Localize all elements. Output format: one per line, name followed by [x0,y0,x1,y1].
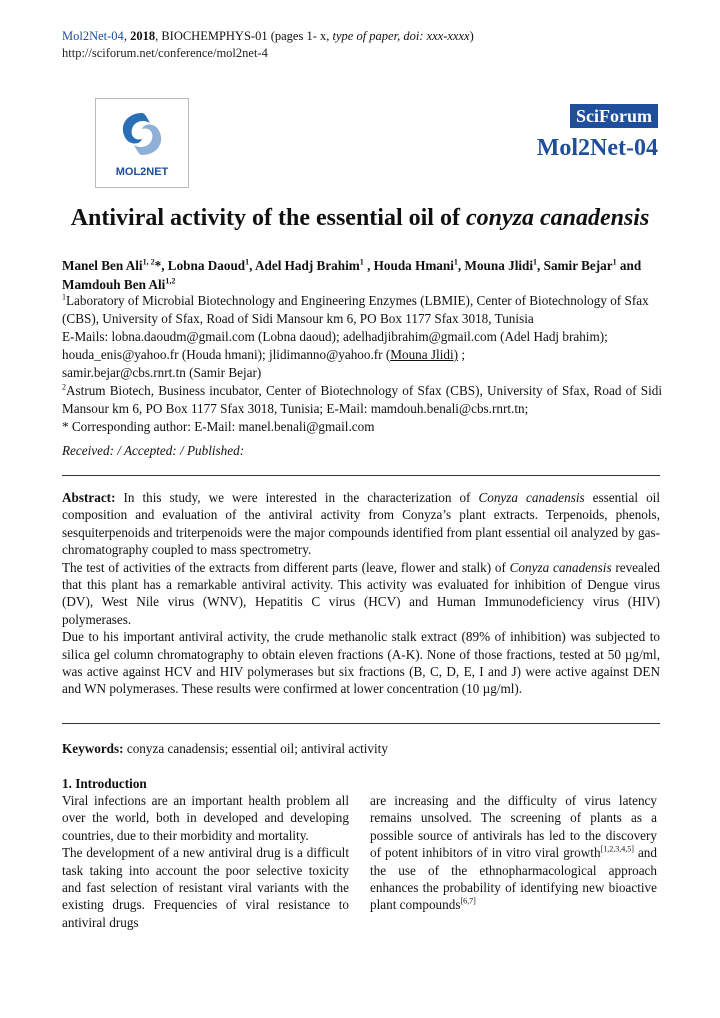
keywords-label: Keywords: [62,741,124,756]
running-header [62,28,474,62]
mol2net-swirl-logo-icon [96,99,188,187]
abstract-paragraph-2: The test of activities of the extracts from different parts (leave, flower and stalk) of Conyza canadensis revealed that this plant has a remarkable antiviral activity. This activity was evaluated for inhibition of Dengue virus (DV), West Nile virus (WNV), Hepatitis C virus (HCV) and Human Immunodeficiency virus (HIV) polymerases. [62,559,660,627]
intro-paragraph-2: The development of a new antiviral drug is a difficult task taking into account the poor selective toxicity and fast selection of resistant viral variants with the existing drugs. Frequencies of viral resistance to antiviral drugs [62,845,349,930]
keywords: Keywords: conyza canadensis; essential oil; antiviral activity [62,741,388,756]
paper-title: Antiviral activity of the essential oil of conyza canadensis [70,205,650,231]
author-emails: E-Mails: lobna.daoudm@gmail.com (Lobna daoud); adelhadjibrahim@gmail.com (Adel Hadj brahim); houda_enis@yahoo.fr (Houda hmani); jlidimanno@yahoo.fr (Mouna Jlidi) ; [62,329,608,362]
abstract [62,489,660,698]
conference-url[interactable]: http://sciforum.net/conference/mol2net-4 [62,46,268,60]
citation-line: Mol2Net-04, 2018, BIOCHEMPHYS-01 (pages 1- x, type of paper, doi: xxx-xxxx) [62,29,474,43]
publication-dates: Received: / Accepted: / Published: [62,443,245,458]
mol2net-logo [95,98,189,188]
abstract-top-divider [62,475,660,476]
conference-name: Mol2Net-04 [536,135,658,161]
author-list: Manel Ben Ali$^{1, 2}$*, Lobna Daoud$^1$, Adel Hadj Brahim$^1$ , Houda Hmani$^1$, Mouna Jlidi$^1$, Samir Bejar$^1$ and Mamdouh Ben Ali$^{1,2}$ [62,257,642,292]
affiliation-1: $^1$Laboratory of Microbial Biotechnology and Engineering Enzymes (LBMIE), Center of Biotechnology of Sfax (CBS), University of Sfax, Road of Sidi Mansour km 6, PO Box 1177 Sfax 3018, Tunisia [62,292,649,326]
affiliations [62,292,662,436]
sciforum-badge: SciForum [570,104,658,128]
citation-ref[interactable]: [1,2,3,4,5] [600,844,634,854]
logo-text: MOL2NET [115,166,169,178]
journal-meta: , BIOCHEMPHYS-01 (pages 1- x, [155,29,333,43]
abstract-bottom-divider [62,723,660,724]
author-email-bejar: samir.bejar@cbs.rnrt.tn (Samir Bejar) [62,365,262,380]
title-species: conyza canadensis [465,205,650,231]
introduction-right-column [370,792,657,914]
intro-paragraph-3: are increasing and the difficulty of virus latency remains unsolved. The screening of plants as a possible source of antivirals has led to the discovery of potent inhibitors of in vitro viral growth[1,2,3,4,5] and the use of the ethnopharmacological approach enhances the probability of identifying new bioactive plant compounds[6,7] [370,793,657,913]
journal-meta-italic: type of paper, doi: xxx-xxxx [332,29,470,43]
introduction-left-column [62,792,349,931]
corresponding-author: * Corresponding author: E-Mail: manel.benali@gmail.com [62,419,375,434]
email-link-mouna-jlidi[interactable]: Mouna Jlidi) [390,347,459,362]
intro-paragraph-1: Viral infections are an important health problem all over the world, both in developed and developing countries, due to their morbidity and mortality. [62,793,349,843]
journal-name: Mol2Net-04 [62,29,124,43]
citation-ref[interactable]: [6,7] [460,897,476,907]
journal-year: 2018 [130,29,156,43]
abstract-paragraph-1: Abstract: In this study, we were interested in the characterization of Conyza canadensis essential oil composition and evaluation of the antiviral activity from Conyza’s plant extracts. Terpenoids, phenols, sesquiterpenoids and triterpenoids were the major compounds identified from plant essential oil analyzed by gas-chromatography coupled to mass spectrometry. [62,490,660,558]
section-heading-introduction: 1. Introduction [62,776,147,791]
abstract-paragraph-3: Due to his important antiviral activity, the crude methanolic stalk extract (89% of inhibition) was subjected to silica gel column chromatography to obtain eleven fractions (A-K). None of those fractions, tested at 50 µg/ml, was active against HCV and HIV polymerases but six fractions (B, C, D, E, I and J) were active against DEN and WN polymerases. These results were confirmed at lower concentration (10 µg/ml). [62,629,660,697]
abstract-label: Abstract: [62,490,116,505]
affiliation-2: $^2$Astrum Biotech, Business incubator, Center of Biotechnology of Sfax (CBS), University of Sfax, Road of Sidi Mansour km 6, PO Box 1177 Sfax 3018, Tunisia; E-Mail: mamdouh.benali@cbs.rnrt.tn; [62,382,662,416]
